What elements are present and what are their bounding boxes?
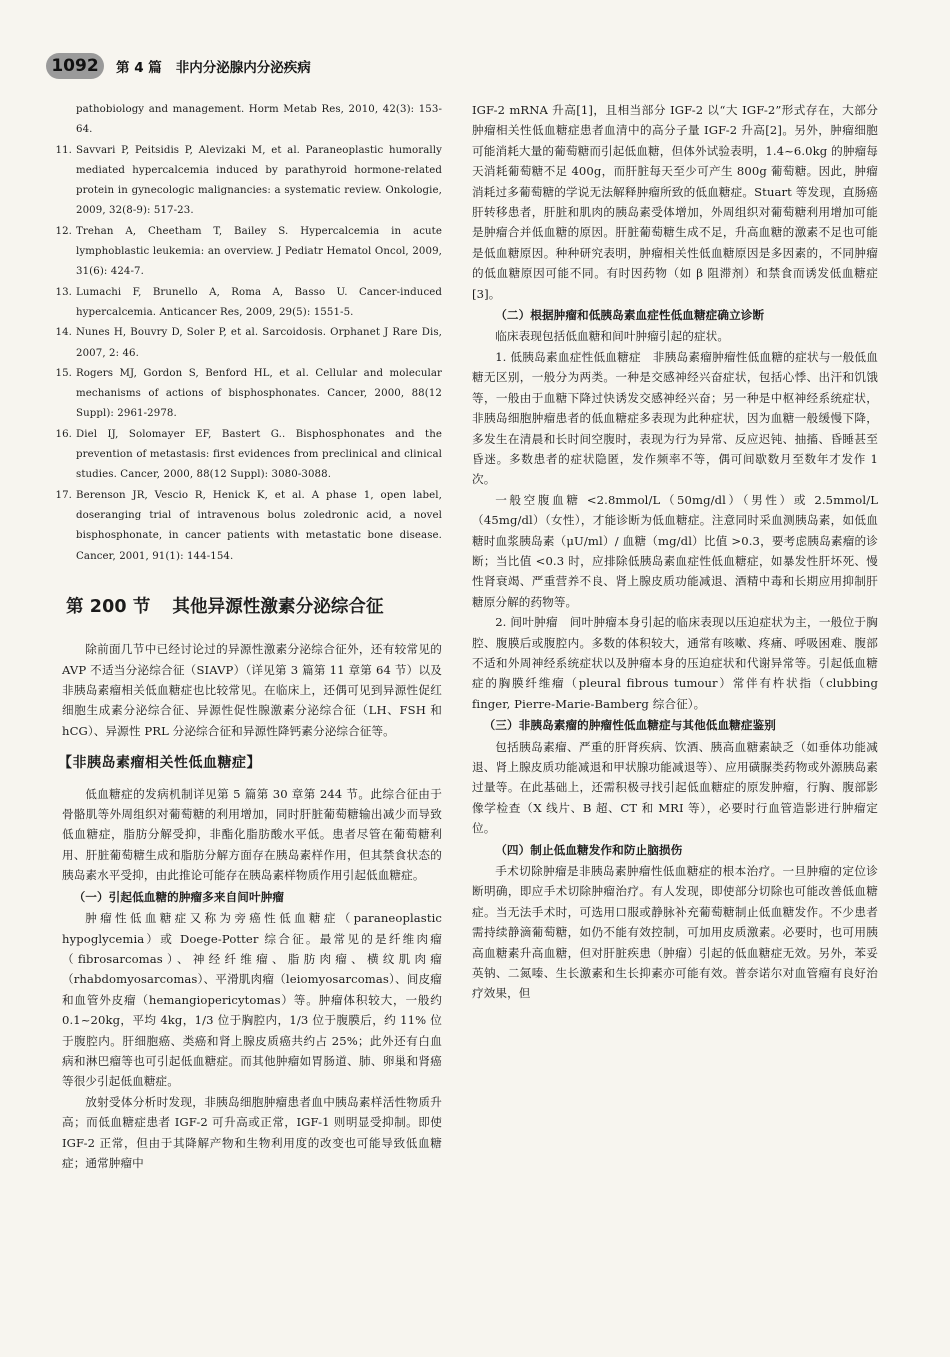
body-paragraph: 放射受体分析时发现，非胰岛细胞肿瘤患者血中胰岛素样活性物质升高；而低血糖症患者 IGF-2 可升高或正常，IGF-1 则明显受抑制。即使 IGF-2 正常，但由于其降解产物和生物利用度的改变也可能导致低血糖症；通常肿瘤中 <box>62 1094 442 1170</box>
reference-item: 15. Rogers MJ, Gordon S, Benford HL, et al. Cellular and molecular mechanisms of actions of bisphosphonates. Cancer, 2000, 88(12 Suppl): 2961-2978. <box>55 367 442 420</box>
section-heading: 其他异源性激素分泌综合征 <box>172 596 384 617</box>
body-paragraph: 低血糖症的发病机制详见第 5 篇第 30 章第 244 节。此综合征由于骨骼肌等外周组织对葡萄糖的利用增加，同时肝脏葡萄糖输出减少而导致低血糖症，脂肪分解受抑，非酯化脂肪酸水平低。患者尽管在葡萄糖利用、肝脏葡萄糖生成和脂肪分解方面存在胰岛素样作用，但其禁食状态的胰岛素水平受抑，由此推论可能存在胰岛素样物质作用引起低血糖症。 <box>62 786 442 883</box>
body-paragraph: 手术切除肿瘤是非胰岛素肿瘤性低血糖症的根本治疗。一旦肿瘤的定位诊断明确，即应手术切除肿瘤治疗。有人发现，即使部分切除也可能改善低血糖症。当无法手术时，可选用口服或静脉补充葡萄糖制止低血糖发作。不少患者需持续静滴葡萄糖，如仍不能有效控制，可加用皮质激素。必要时，也可用胰高血糖素升高血糖，但对肝脏疾患（肿瘤）引起的低血糖症无效。另外，苯妥英钠、二氮嗪、生长激素和生长抑素亦可能有效。普奈诺尔对血管瘤有良好治疗效果，但 <box>472 864 878 1001</box>
topic-heading: 【非胰岛素瘤相关性低血糖症】 <box>58 755 261 772</box>
reference-item: 14. Nunes H, Bouvry D, Soler P, et al. Sarcoidosis. Orphanet J Rare Dis, 2007, 2: 46. <box>55 327 442 359</box>
subsection-heading: （四）制止低血糖发作和防止脑损伤 <box>495 842 683 857</box>
reference-item: 13. Lumachi F, Brunello A, Roma A, Basso U. Cancer-induced hypercalcemia. Anticancer Res, 2009, 29(5): 1551-5. <box>55 286 442 318</box>
part-title: 非内分泌腺内分泌疾病 <box>175 60 311 76</box>
body-paragraph: 2. 间叶肿瘤 间叶肿瘤本身引起的临床表现以压迫症状为主，一般位于胸腔、腹膜后或腹腔内。多数的体积较大，通常有咳嗽、疼痛、呼吸困难、腹部不适和外周神经系统症状以及肿瘤本身的压迫症状和代谢异常等。引起低血糖症的胸膜纤维瘤（pleural fibrous tumour）常伴有杵状指（clubbing finger, Pierre-Marie-Bamberg 综合征）。 <box>472 615 878 711</box>
running-title <box>116 56 311 76</box>
subsection-heading: （三）非胰岛素瘤的肿瘤性低血糖症与其他低血糖症鉴别 <box>483 718 776 733</box>
section-title <box>66 597 442 617</box>
part-label: 第 4 篇 <box>116 60 162 76</box>
body-paragraph: 肿瘤性低血糖症又称为旁癌性低血糖症（paraneoplastic hypoglycemia）或 Doege-Potter 综合征。最常见的是纤维肉瘤（fibrosarcomas）、神经纤维瘤、脂肪肉瘤、横纹肌肉瘤（rhabdomyosarcomas）、平滑肌肉瘤（leiomyosarcomas）、间皮瘤和血管外皮瘤（hemangiopericytomas）等。肿瘤体积较大，一般约 0.1~20kg，平均 4kg，1/3 位于胸腔内，1/3 位于腹膜后，约 11% 位于腹腔内。肝细胞癌、类癌和肾上腺皮质癌共约占 25%；此外还有白血病和淋巴瘤等也可引起低血糖症。而其他肿瘤如胃肠道、肺、卵巢和肾癌等很少引起低血糖症。 <box>62 911 442 1089</box>
left-column <box>55 100 442 1173</box>
reference-list <box>55 100 442 567</box>
reference-item: 12. Trehan A, Cheetham T, Bailey S. Hypercalcemia in acute lymphoblastic leukemia: an overview. J Pediatr Hematol Oncol, 2009, 31(6): 424-7. <box>55 225 442 278</box>
right-column <box>472 100 878 1004</box>
subsection-heading: （一）引起低血糖的肿瘤多来自间叶肿瘤 <box>73 889 285 904</box>
reference-item: 11. Savvari P, Peitsidis P, Alevizaki M, et al. Paraneoplastic humorally mediated hypercalcemia induced by parathyroid hormone-related protein in gynecologic malignancies: a systematic review. Onkologie, 2009, 32(8-9): 517-23. <box>55 144 442 217</box>
subsection-heading: （二）根据肿瘤和低胰岛素血症性低血糖症确立诊断 <box>495 308 765 323</box>
reference-item: pathobiology and management. Horm Metab Res, 2010, 42(3): 153-64. <box>76 104 442 136</box>
intro-paragraph: 除前面几节中已经讨论过的异源性激素分泌综合征外，还有较常见的 AVP 不适当分泌综合征（SIAVP）（详见第 3 篇第 11 章第 64 节）以及非胰岛素瘤相关低血糖症也比较常见。在临床上，还偶可见到异源性促红细胞生成素分泌综合征、异源性促性腺激素分泌综合征（LH、FSH 和 hCG）、异源性 PRL 分泌综合征和异源性降钙素分泌综合征等。 <box>62 642 442 738</box>
page-number: 1092 <box>46 53 104 79</box>
body-paragraph: 一般空腹血糖 <2.8mmol/L（50mg/dl）（男性）或 2.5mmol/L（45mg/dl）（女性），才能诊断为低血糖症。注意同时采血测胰岛素，如低血糖时血浆胰岛素（μU/ml）/ 血糖（mg/dl）比值 >0.3，要考虑胰岛素瘤的诊断；当比值 <0.3 时，应排除低胰岛素血症性低血糖症，如暴发性肝坏死、慢性肾衰竭、严重营养不良、肾上腺皮质功能减退、酒精中毒和长期应用抑制肝糖原分解的药物等。 <box>472 492 878 609</box>
reference-item: 16. Diel IJ, Solomayer EF, Bastert G.. Bisphosphonates and the prevention of metastasis: first evidences from preclinical and clinical studies. Cancer, 2000, 88(12 Suppl): 3080-3088. <box>55 428 442 481</box>
body-paragraph: 1. 低胰岛素血症性低血糖症 非胰岛素瘤肿瘤性低血糖的症状与一般低血糖无区别，一般分为两类。一种是交感神经兴奋症状，包括心悸、出汗和饥饿等，一般由于血糖下降过快诱发交感神经兴奋；另一种是中枢神经系统症状，非胰岛细胞肿瘤患者的低血糖症多表现为此种症状，因为血糖一般缓慢下降，多发生在清晨和长时间空腹时，表现为行为异常、反应迟钝、抽搐、昏睡甚至昏迷。多数患者的症状隐匿，发作频率不等，偶可间歇数月至数年才发作 1 次。 <box>472 349 878 487</box>
body-paragraph: 包括胰岛素瘤、严重的肝肾疾病、饮酒、胰高血糖素缺乏（如垂体功能减退、肾上腺皮质功能减退和甲状腺功能减退等）、应用磺脲类药物或外源胰岛素过量等。在此基础上，还需积极寻找引起低血糖症的原发肿瘤，行胸、腹部影像学检查（X 线片、B 超、CT 和 MRI 等），必要时行血管造影进行肿瘤定位。 <box>472 739 878 836</box>
body-paragraph: IGF-2 mRNA 升高[1]，且相当部分 IGF-2 以“大 IGF-2”形式存在，大部分肿瘤相关性低血糖症患者血清中的高分子量 IGF-2 升高[2]。另外，肿瘤细胞可能消耗大量的葡萄糖而引起低血糖，但体外试验表明，1.4~6.0kg 的肿瘤每天消耗葡萄糖不足 400g，而肝脏每天至少可产生 800g 葡萄糖。因此，肿瘤消耗过多葡萄糖的学说无法解释肿瘤所致的低血糖症。Stuart 等发现，直肠癌肝转移患者，肝脏和肌肉的胰岛素受体增加，外周组织对葡萄糖利用增加可能是肿瘤合并低血糖的原因。肝脏葡萄糖生成不足，升高血糖的激素不足也可能是低血糖原因。种种研究表明，肿瘤相关性低血糖原因是多因素的，不同肿瘤的低血糖原因可能不同。有时因药物（如 β 阻滞剂）和禁食而诱发低血糖症[3]。 <box>472 103 878 301</box>
body-paragraph: 临床表现包括低血糖和间叶肿瘤引起的症状。 <box>495 329 730 344</box>
section-number: 第 200 节 <box>66 596 151 617</box>
reference-item: 17. Berenson JR, Vescio R, Henick K, et al. A phase 1, open label, doseranging trial of intravenous bolus zoledronic acid, a novel bisphosphonate, in cancer patients with metastatic bone disease. Cancer, 2001, 91(1): 144-154. <box>55 489 442 562</box>
